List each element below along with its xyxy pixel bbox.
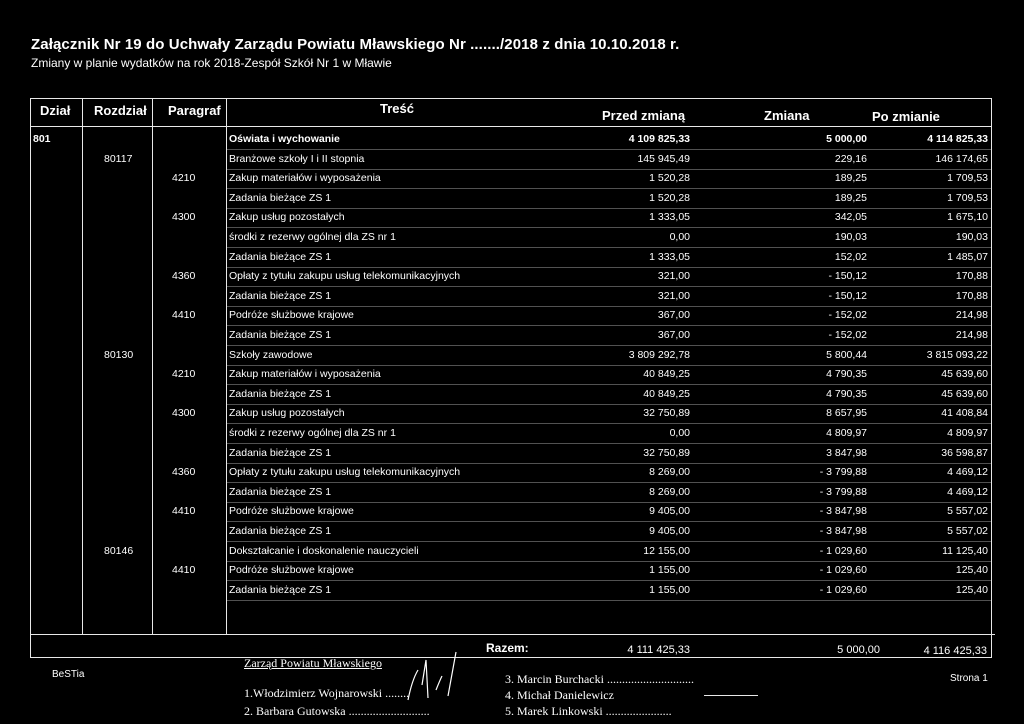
row-przed-zmiana: 40 849,25 bbox=[643, 368, 690, 380]
row-zmiana: - 1 029,60 bbox=[819, 545, 867, 557]
row-tresc: Zadania bieżące ZS 1 bbox=[229, 329, 332, 341]
totals-bottom-border bbox=[30, 657, 992, 658]
row-divider bbox=[226, 345, 992, 346]
row-tresc: Branżowe szkoły I i II stopnia bbox=[229, 153, 365, 165]
row-po-zmianie: 1 709,53 bbox=[947, 192, 988, 204]
row-zmiana: - 3 799,88 bbox=[819, 486, 867, 498]
row-zmiana: 190,03 bbox=[834, 231, 867, 243]
row-tresc: środki z rezerwy ogólnej dla ZS nr 1 bbox=[229, 427, 396, 439]
row-paragraf: 4410 bbox=[172, 309, 196, 321]
row-zmiana: - 150,12 bbox=[828, 270, 867, 282]
row-tresc: Zadania bieżące ZS 1 bbox=[229, 486, 332, 498]
row-divider bbox=[226, 443, 992, 444]
row-przed-zmiana: 8 269,00 bbox=[649, 466, 690, 478]
row-tresc: Podróże służbowe krajowe bbox=[229, 505, 354, 517]
page-number: Strona 1 bbox=[950, 673, 988, 684]
row-przed-zmiana: 145 945,49 bbox=[637, 153, 690, 165]
row-paragraf: 4300 bbox=[172, 211, 196, 223]
row-przed-zmiana: 12 155,00 bbox=[643, 545, 690, 557]
row-divider bbox=[226, 482, 992, 483]
row-po-zmianie: 4 469,12 bbox=[947, 486, 988, 498]
header-przed-zmiana: Przed zmianą bbox=[602, 108, 686, 123]
row-divider bbox=[226, 306, 992, 307]
row-zmiana: 229,16 bbox=[834, 153, 867, 165]
row-zmiana: - 150,12 bbox=[828, 290, 867, 302]
row-tresc: Podróże służbowe krajowe bbox=[229, 564, 354, 576]
row-przed-zmiana: 1 333,05 bbox=[649, 251, 690, 263]
row-po-zmianie: 3 815 093,22 bbox=[926, 349, 988, 361]
board-member-1: 1.Włodzimierz Wojnarowski ........ bbox=[244, 686, 410, 700]
row-po-zmianie: 170,88 bbox=[955, 290, 988, 302]
board-member-2: 2. Barbara Gutowska ........................... bbox=[244, 704, 430, 718]
row-przed-zmiana: 0,00 bbox=[669, 427, 690, 439]
row-tresc: Zadania bieżące ZS 1 bbox=[229, 388, 332, 400]
row-zmiana: - 152,02 bbox=[828, 329, 867, 341]
row-przed-zmiana: 1 520,28 bbox=[649, 192, 690, 204]
row-tresc: Dokształcanie i doskonalenie nauczycieli bbox=[229, 545, 419, 557]
row-po-zmianie: 190,03 bbox=[955, 231, 988, 243]
row-przed-zmiana: 1 520,28 bbox=[649, 172, 690, 184]
handwritten-signature bbox=[378, 640, 478, 720]
row-divider bbox=[226, 404, 992, 405]
row-rozdzial: 80146 bbox=[104, 545, 134, 557]
row-tresc: Szkoły zawodowe bbox=[229, 349, 313, 361]
row-przed-zmiana: 321,00 bbox=[657, 270, 690, 282]
row-przed-zmiana: 0,00 bbox=[669, 231, 690, 243]
row-divider bbox=[226, 227, 992, 228]
totals-po: 4 116 425,33 bbox=[923, 645, 987, 657]
row-po-zmianie: 170,88 bbox=[955, 270, 988, 282]
row-zmiana: - 1 029,60 bbox=[819, 564, 867, 576]
row-przed-zmiana: 321,00 bbox=[657, 290, 690, 302]
row-rozdzial: 80130 bbox=[104, 349, 134, 361]
row-divider bbox=[226, 188, 992, 189]
row-divider bbox=[226, 600, 992, 601]
row-divider bbox=[226, 561, 992, 562]
totals-zmiana: 5 000,00 bbox=[837, 644, 880, 656]
header-po-zmianie: Po zmianie bbox=[872, 109, 940, 124]
row-divider bbox=[226, 325, 992, 326]
document-subtitle: Zmiany w planie wydatków na rok 2018-Zespół Szkół Nr 1 w Mławie bbox=[31, 56, 392, 70]
row-paragraf: 4410 bbox=[172, 505, 196, 517]
row-zmiana: - 1 029,60 bbox=[819, 584, 867, 596]
row-tresc: Zakup usług pozostałych bbox=[229, 211, 345, 223]
totals-przed: 4 111 425,33 bbox=[627, 644, 690, 656]
row-tresc: Oświata i wychowanie bbox=[229, 133, 340, 145]
row-przed-zmiana: 367,00 bbox=[657, 329, 690, 341]
row-divider bbox=[226, 267, 992, 268]
row-zmiana: - 3 799,88 bbox=[819, 466, 867, 478]
row-po-zmianie: 45 639,60 bbox=[941, 368, 988, 380]
row-tresc: Podróże służbowe krajowe bbox=[229, 309, 354, 321]
row-zmiana: 5 000,00 bbox=[826, 133, 867, 145]
row-tresc: Opłaty z tytułu zakupu usług telekomunikacyjnych bbox=[229, 466, 461, 478]
header-divider bbox=[30, 126, 992, 127]
row-zmiana: 4 790,35 bbox=[826, 388, 867, 400]
row-po-zmianie: 11 125,40 bbox=[942, 545, 988, 557]
row-zmiana: - 3 847,98 bbox=[819, 505, 867, 517]
document-title: Załącznik Nr 19 do Uchwały Zarządu Powiatu Mławskiego Nr ......./2018 z dnia 10.10.2018 r. bbox=[31, 36, 680, 53]
col-line-dzial bbox=[30, 98, 31, 658]
row-zmiana: 4 790,35 bbox=[826, 368, 867, 380]
software-code: BeSTia bbox=[52, 669, 85, 680]
row-divider bbox=[226, 384, 992, 385]
row-przed-zmiana: 1 155,00 bbox=[649, 584, 690, 596]
row-po-zmianie: 4 469,12 bbox=[947, 466, 988, 478]
header-zmiana: Zmiana bbox=[764, 108, 810, 123]
board-name: Zarząd Powiatu Mławskiego bbox=[244, 656, 382, 670]
header-rozdzial: Rozdział bbox=[94, 103, 147, 118]
row-divider bbox=[226, 169, 992, 170]
header-dzial: Dział bbox=[40, 103, 71, 118]
row-zmiana: - 3 847,98 bbox=[819, 525, 867, 537]
row-dzial: 801 bbox=[33, 133, 51, 145]
row-po-zmianie: 146 174,65 bbox=[935, 153, 988, 165]
col-line-right bbox=[991, 98, 992, 658]
row-zmiana: 152,02 bbox=[834, 251, 867, 263]
row-przed-zmiana: 367,00 bbox=[657, 309, 690, 321]
row-zmiana: 342,05 bbox=[834, 211, 867, 223]
row-zmiana: 189,25 bbox=[834, 192, 867, 204]
row-tresc: Zadania bieżące ZS 1 bbox=[229, 525, 332, 537]
row-tresc: Zadania bieżące ZS 1 bbox=[229, 251, 332, 263]
row-przed-zmiana: 1 333,05 bbox=[649, 211, 690, 223]
header-tresc: Treść bbox=[380, 101, 414, 116]
row-po-zmianie: 5 557,02 bbox=[947, 505, 988, 517]
row-divider bbox=[226, 580, 992, 581]
header-paragraf: Paragraf bbox=[168, 103, 221, 118]
row-divider bbox=[226, 521, 992, 522]
col-line-paragraf bbox=[152, 98, 153, 634]
row-divider bbox=[226, 502, 992, 503]
table-top-border bbox=[30, 98, 992, 99]
row-po-zmianie: 36 598,87 bbox=[941, 447, 988, 459]
row-divider bbox=[226, 247, 992, 248]
row-po-zmianie: 214,98 bbox=[955, 309, 988, 321]
signature-line bbox=[704, 695, 758, 696]
row-po-zmianie: 5 557,02 bbox=[947, 525, 988, 537]
row-przed-zmiana: 8 269,00 bbox=[649, 486, 690, 498]
row-przed-zmiana: 9 405,00 bbox=[649, 505, 690, 517]
board-member-4: 4. Michał Danielewicz bbox=[505, 688, 614, 702]
row-po-zmianie: 1 709,53 bbox=[947, 172, 988, 184]
row-przed-zmiana: 32 750,89 bbox=[643, 447, 690, 459]
board-member-5: 5. Marek Linkowski ...................... bbox=[505, 704, 672, 718]
totals-label: Razem: bbox=[486, 641, 529, 655]
row-po-zmianie: 45 639,60 bbox=[941, 388, 988, 400]
row-divider bbox=[226, 286, 992, 287]
row-po-zmianie: 214,98 bbox=[955, 329, 988, 341]
row-zmiana: - 152,02 bbox=[828, 309, 867, 321]
row-zmiana: 8 657,95 bbox=[826, 407, 867, 419]
row-przed-zmiana: 1 155,00 bbox=[649, 564, 690, 576]
row-paragraf: 4300 bbox=[172, 407, 196, 419]
row-divider bbox=[226, 149, 992, 150]
row-przed-zmiana: 40 849,25 bbox=[643, 388, 690, 400]
row-tresc: Zakup materiałów i wyposażenia bbox=[229, 172, 381, 184]
row-po-zmianie: 4 114 825,33 bbox=[927, 133, 988, 145]
row-divider bbox=[226, 423, 992, 424]
row-paragraf: 4210 bbox=[172, 368, 196, 380]
row-tresc: Zadania bieżące ZS 1 bbox=[229, 584, 332, 596]
row-po-zmianie: 125,40 bbox=[955, 584, 988, 596]
row-divider bbox=[226, 541, 992, 542]
row-przed-zmiana: 4 109 825,33 bbox=[628, 133, 690, 145]
table-bottom-border bbox=[30, 634, 995, 635]
row-paragraf: 4360 bbox=[172, 466, 196, 478]
row-po-zmianie: 1 485,07 bbox=[947, 251, 988, 263]
row-przed-zmiana: 3 809 292,78 bbox=[628, 349, 690, 361]
row-zmiana: 4 809,97 bbox=[826, 427, 867, 439]
row-paragraf: 4210 bbox=[172, 172, 196, 184]
row-zmiana: 5 800,44 bbox=[826, 349, 867, 361]
row-po-zmianie: 125,40 bbox=[955, 564, 988, 576]
col-line-rozdzial bbox=[82, 98, 83, 634]
row-divider bbox=[226, 208, 992, 209]
row-przed-zmiana: 32 750,89 bbox=[643, 407, 690, 419]
row-po-zmianie: 41 408,84 bbox=[941, 407, 988, 419]
row-paragraf: 4410 bbox=[172, 564, 196, 576]
row-paragraf: 4360 bbox=[172, 270, 196, 282]
row-tresc: Zadania bieżące ZS 1 bbox=[229, 447, 332, 459]
row-zmiana: 3 847,98 bbox=[826, 447, 867, 459]
board-member-3: 3. Marcin Burchacki ............................. bbox=[505, 672, 694, 686]
row-po-zmianie: 4 809,97 bbox=[947, 427, 988, 439]
row-tresc: Zakup usług pozostałych bbox=[229, 407, 345, 419]
row-przed-zmiana: 9 405,00 bbox=[649, 525, 690, 537]
row-tresc: Zadania bieżące ZS 1 bbox=[229, 290, 332, 302]
row-rozdzial: 80117 bbox=[104, 153, 133, 165]
row-po-zmianie: 1 675,10 bbox=[947, 211, 988, 223]
row-divider bbox=[226, 463, 992, 464]
row-divider bbox=[226, 365, 992, 366]
col-line-tresc bbox=[226, 98, 227, 634]
row-tresc: Opłaty z tytułu zakupu usług telekomunikacyjnych bbox=[229, 270, 461, 282]
row-zmiana: 189,25 bbox=[834, 172, 867, 184]
row-tresc: Zadania bieżące ZS 1 bbox=[229, 192, 332, 204]
row-tresc: środki z rezerwy ogólnej dla ZS nr 1 bbox=[229, 231, 396, 243]
row-tresc: Zakup materiałów i wyposażenia bbox=[229, 368, 381, 380]
